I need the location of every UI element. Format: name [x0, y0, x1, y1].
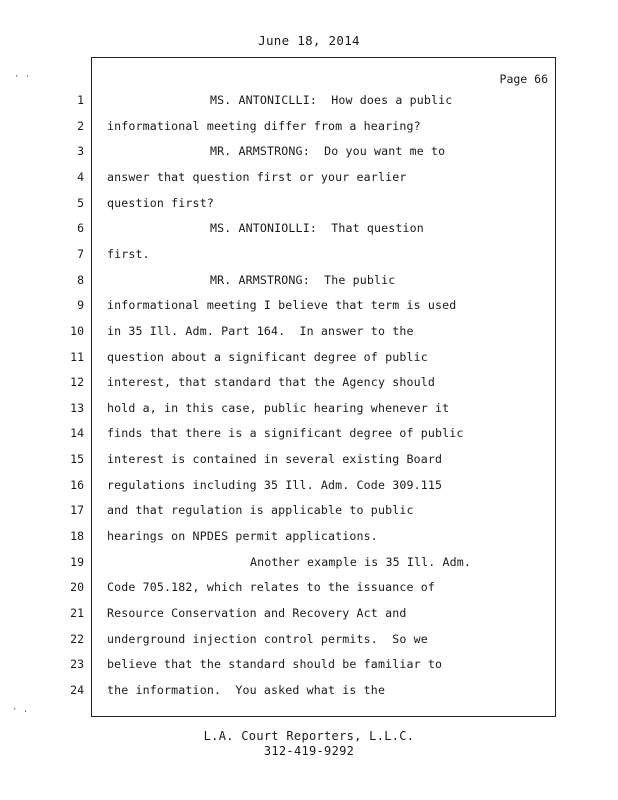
line-number: 2 — [77, 118, 84, 133]
transcript-line — [0, 398, 618, 424]
line-text: interest, that standard that the Agency should — [107, 375, 435, 390]
line-number: 11 — [70, 349, 84, 364]
transcript-line — [0, 141, 618, 167]
transcript-line — [0, 244, 618, 270]
line-number: 7 — [77, 246, 84, 261]
transcript-line — [0, 372, 618, 398]
line-number: 8 — [77, 272, 84, 287]
line-text: believe that the standard should be familiar to — [107, 657, 443, 672]
transcript-line — [0, 116, 618, 142]
page-number: Page 66 — [499, 72, 548, 86]
line-text: first. — [107, 246, 150, 261]
footer-company: L.A. Court Reporters, L.L.C. — [203, 729, 415, 743]
footer-phone: 312-419-9292 — [263, 744, 355, 758]
transcript-line — [0, 347, 618, 373]
line-text: question first? — [107, 195, 214, 210]
transcript-line — [0, 90, 618, 116]
line-text: informational meeting differ from a hearing? — [107, 118, 421, 133]
line-number: 23 — [70, 657, 84, 672]
line-number: 15 — [70, 452, 84, 467]
line-number: 13 — [70, 400, 84, 415]
line-number: 9 — [77, 298, 84, 313]
line-text: underground injection control permits. So we — [107, 631, 428, 646]
line-number: 22 — [70, 631, 84, 646]
line-text: MR. ARMSTRONG: Do you want me to — [210, 144, 446, 159]
line-text: informational meeting I believe that term is used — [107, 298, 457, 313]
transcript-line — [0, 577, 618, 603]
line-number: 20 — [70, 580, 84, 595]
line-number: 12 — [70, 375, 84, 390]
line-text: MR. ARMSTRONG: The public — [210, 272, 396, 287]
line-text: finds that there is a significant degree of public — [107, 426, 464, 441]
transcript-line — [0, 603, 618, 629]
line-number: 5 — [77, 195, 84, 210]
scan-artifact-mark: · . — [12, 705, 29, 715]
transcript-line — [0, 552, 618, 578]
line-text: in 35 Ill. Adm. Part 164. In answer to the — [107, 323, 414, 338]
transcript-line — [0, 654, 618, 680]
line-number: 6 — [77, 221, 84, 236]
transcript-line — [0, 526, 618, 552]
line-number: 24 — [70, 682, 84, 697]
transcript-line — [0, 475, 618, 501]
line-text: MS. ANTONIOLLI: That question — [210, 221, 424, 236]
line-text: answer that question first or your earlier — [107, 169, 407, 184]
transcript-line — [0, 270, 618, 296]
line-number: 10 — [70, 323, 84, 338]
line-text: Resource Conservation and Recovery Act and — [107, 606, 407, 620]
line-text: hold a, in this case, public hearing whenever it — [107, 400, 450, 415]
line-number: 16 — [70, 477, 84, 492]
line-text: the information. You asked what is the — [107, 682, 386, 697]
transcript-line — [0, 629, 618, 655]
transcript-line — [0, 167, 618, 193]
line-text: Code 705.182, which relates to the issuance of — [107, 580, 435, 595]
transcript-line — [0, 321, 618, 347]
transcript-line — [0, 449, 618, 475]
line-text: Another example is 35 Ill. Adm. — [250, 554, 472, 569]
line-number: 19 — [70, 554, 84, 569]
transcript-line — [0, 500, 618, 526]
line-number: 18 — [70, 529, 84, 544]
line-text: hearings on NPDES permit applications. — [107, 529, 378, 544]
line-text: question about a significant degree of public — [107, 349, 428, 364]
line-number: 17 — [70, 503, 84, 518]
line-text: MS. ANTONICLLI: How does a public — [210, 93, 453, 107]
transcript-line — [0, 680, 618, 706]
transcript-line — [0, 218, 618, 244]
transcript-line — [0, 295, 618, 321]
line-number: 1 — [77, 93, 84, 107]
line-number: 4 — [77, 169, 84, 184]
line-number: 3 — [77, 144, 84, 159]
scan-artifact-mark: · · — [14, 72, 31, 82]
line-text: and that regulation is applicable to public — [107, 503, 414, 518]
line-number: 14 — [70, 426, 84, 441]
transcript-line — [0, 193, 618, 219]
line-number: 21 — [70, 606, 84, 620]
header-date: June 18, 2014 — [258, 33, 360, 48]
line-text: interest is contained in several existing Board — [107, 452, 443, 467]
transcript-line — [0, 423, 618, 449]
line-text: regulations including 35 Ill. Adm. Code 309.115 — [107, 477, 443, 492]
